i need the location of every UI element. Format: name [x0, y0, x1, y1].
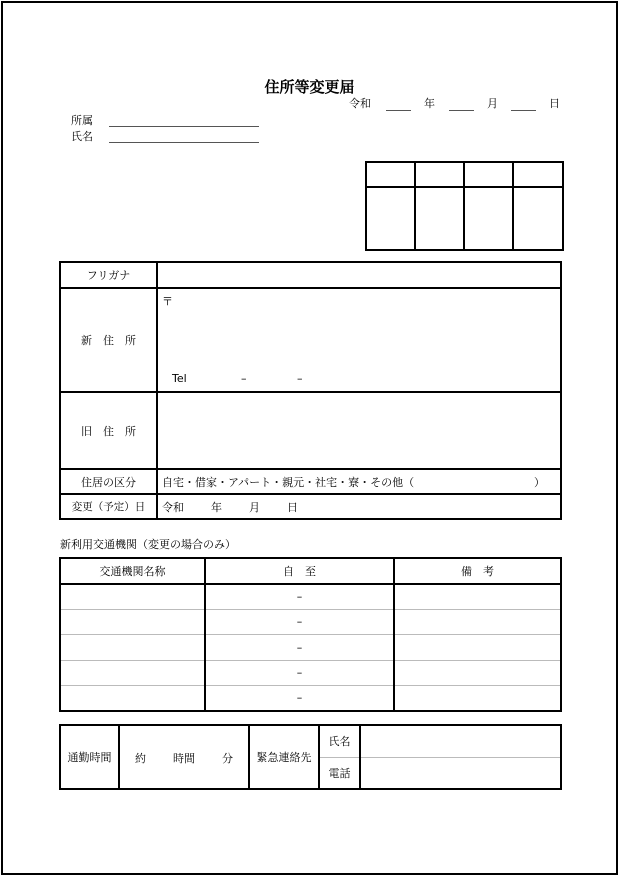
stamp-cell[interactable] — [513, 187, 563, 250]
stamp-header-cell — [464, 162, 513, 187]
residence-type-close: ） — [534, 476, 545, 489]
date-month-label: 月 — [487, 97, 498, 110]
stamp-header-cell — [513, 162, 563, 187]
approval-stamp-grid — [365, 161, 564, 251]
from-to-cell[interactable]: – — [205, 660, 394, 685]
date-era: 令和 — [349, 97, 371, 110]
commute-emergency-table — [59, 724, 562, 790]
stamp-cell[interactable] — [415, 187, 464, 250]
header-from-to: 自 至 — [205, 558, 394, 584]
commute-time-field[interactable] — [119, 725, 249, 789]
change-date-day: 日 — [287, 501, 298, 514]
stamp-header-cell — [366, 162, 415, 187]
affiliation-label: 所属 — [71, 114, 93, 127]
transport-name-cell[interactable] — [60, 634, 205, 660]
name-field[interactable] — [109, 142, 259, 143]
date-day-label: 日 — [549, 97, 560, 110]
transport-name-cell[interactable] — [60, 609, 205, 634]
change-date-field[interactable] — [157, 494, 561, 519]
remarks-cell[interactable] — [394, 634, 561, 660]
date-day-field[interactable] — [511, 110, 536, 111]
remarks-cell[interactable] — [394, 609, 561, 634]
tel-dash: – — [297, 372, 303, 385]
table-row — [60, 685, 561, 711]
table-row — [60, 584, 561, 609]
table-row — [60, 634, 561, 660]
from-to-cell[interactable]: – — [205, 685, 394, 711]
stamp-cell[interactable] — [366, 187, 415, 250]
transport-name-cell[interactable] — [60, 660, 205, 685]
residence-type-field[interactable] — [157, 469, 561, 494]
commute-label: 通勤時間 — [60, 725, 119, 789]
tel-label: Tel — [172, 372, 187, 385]
change-date-era: 令和 — [162, 501, 184, 514]
transport-table — [59, 557, 562, 712]
furigana-label: フリガナ — [60, 262, 157, 288]
residence-type-options: 自宅・借家・アパート・親元・社宅・寮・その他（ — [162, 476, 415, 489]
stamp-header-cell — [415, 162, 464, 187]
from-to-cell[interactable]: – — [205, 634, 394, 660]
residence-type-label: 住居の区分 — [60, 469, 157, 494]
remarks-cell[interactable] — [394, 660, 561, 685]
commute-hours: 時間 — [173, 752, 195, 765]
affiliation-field[interactable] — [109, 126, 259, 127]
date-year-field[interactable] — [386, 110, 411, 111]
address-change-form — [59, 261, 562, 520]
change-date-month: 月 — [249, 501, 260, 514]
date-year-label: 年 — [424, 97, 435, 110]
tel-dash: – — [241, 372, 247, 385]
new-address-field[interactable] — [157, 288, 561, 392]
from-to-cell[interactable]: – — [205, 609, 394, 634]
old-address-field[interactable] — [157, 392, 561, 469]
transport-name-cell[interactable] — [60, 584, 205, 609]
commute-approx: 約 — [135, 752, 146, 765]
date-month-field[interactable] — [449, 110, 474, 111]
emergency-label: 緊急連絡先 — [249, 725, 319, 789]
emergency-phone-field[interactable] — [360, 757, 561, 789]
remarks-cell[interactable] — [394, 685, 561, 711]
emergency-phone-label: 電話 — [319, 757, 360, 789]
stamp-cell[interactable] — [464, 187, 513, 250]
commute-minutes: 分 — [222, 752, 233, 765]
header-transport-name: 交通機関名称 — [60, 558, 205, 584]
transport-section-title: 新利用交通機関（変更の場合のみ） — [60, 538, 236, 551]
old-address-label: 旧 住 所 — [60, 392, 157, 469]
emergency-name-field[interactable] — [360, 725, 561, 757]
change-date-year: 年 — [211, 501, 222, 514]
page-title: 住所等変更届 — [264, 78, 355, 96]
header-remarks: 備 考 — [394, 558, 561, 584]
emergency-name-label: 氏名 — [319, 725, 360, 757]
postal-mark: 〒 — [162, 295, 173, 308]
name-label: 氏名 — [71, 130, 93, 143]
from-to-cell[interactable]: – — [205, 584, 394, 609]
change-date-label: 変更（予定）日 — [60, 494, 157, 519]
furigana-field[interactable] — [157, 262, 561, 288]
transport-name-cell[interactable] — [60, 685, 205, 711]
table-row — [60, 660, 561, 685]
new-address-label: 新 住 所 — [60, 288, 157, 392]
remarks-cell[interactable] — [394, 584, 561, 609]
table-row — [60, 609, 561, 634]
